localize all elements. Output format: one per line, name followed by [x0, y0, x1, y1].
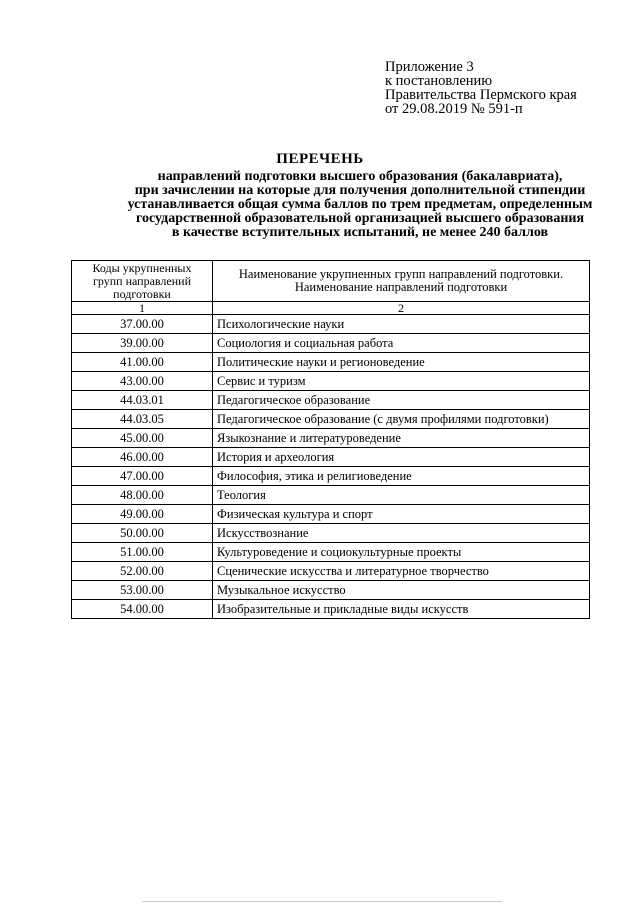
table-row	[72, 315, 590, 334]
table-row	[72, 334, 590, 353]
header-codes-line: подготовки	[113, 286, 171, 301]
direction-code: 44.03.05	[72, 410, 213, 429]
attachment-line: Правительства Пермского края	[385, 87, 577, 103]
table-row	[72, 353, 590, 372]
document-title: ПЕРЕЧЕНЬ	[276, 151, 364, 167]
subtitle-line: в качестве вступительных испытаний, не менее 240 баллов	[171, 225, 549, 240]
direction-code: 39.00.00	[72, 334, 213, 353]
direction-code: 43.00.00	[72, 372, 213, 391]
direction-name: Физическая культура и спорт	[213, 505, 590, 524]
direction-code: 41.00.00	[72, 353, 213, 372]
direction-code: 50.00.00	[72, 524, 213, 543]
direction-name: Социология и социальная работа	[213, 334, 590, 353]
direction-name: Педагогическое образование	[213, 391, 590, 410]
table-row	[72, 581, 590, 600]
table-row	[72, 505, 590, 524]
direction-code: 44.03.01	[72, 391, 213, 410]
column-number-2: 2	[213, 302, 590, 315]
direction-code: 37.00.00	[72, 315, 213, 334]
table-row	[72, 600, 590, 619]
header-names	[213, 261, 590, 302]
direction-code: 47.00.00	[72, 467, 213, 486]
subtitle-line: при зачислении на которые для получения дополнительной стипендии	[134, 183, 586, 198]
column-number-1: 1	[72, 302, 213, 315]
direction-name: Искусствознание	[213, 524, 590, 543]
header-names-line: Наименование направлений подготовки	[294, 280, 508, 294]
table-row	[72, 372, 590, 391]
table-row	[72, 562, 590, 581]
direction-code: 51.00.00	[72, 543, 213, 562]
direction-name: Политические науки и регионоведение	[213, 353, 590, 372]
table-row	[72, 391, 590, 410]
direction-name: История и археология	[213, 448, 590, 467]
direction-name: Изобразительные и прикладные виды искусств	[213, 600, 590, 619]
page-bottom-edge	[142, 901, 502, 902]
attachment-header	[385, 60, 577, 116]
direction-code: 49.00.00	[72, 505, 213, 524]
subtitle-line: направлений подготовки высшего образования (бакалавриата),	[157, 169, 563, 184]
header-codes	[72, 261, 213, 302]
table-header-row	[72, 261, 590, 302]
header-codes-line: групп направлений	[92, 273, 192, 288]
header-names-line: Наименование укрупненных групп направлений подготовки.	[238, 267, 564, 281]
direction-name: Языкознание и литературоведение	[213, 429, 590, 448]
table-row	[72, 467, 590, 486]
subtitle-line: устанавливается общая сумма баллов по трем предметам, определенным	[127, 197, 593, 212]
attachment-line: к постановлению	[385, 73, 493, 89]
direction-code: 52.00.00	[72, 562, 213, 581]
direction-name: Психологические науки	[213, 315, 590, 334]
table-row	[72, 410, 590, 429]
table-body	[72, 315, 590, 619]
attachment-line: Приложение 3	[385, 59, 474, 75]
subtitle-line: государственной образовательной организацией высшего образования	[135, 211, 585, 226]
table-row	[72, 448, 590, 467]
direction-code: 46.00.00	[72, 448, 213, 467]
direction-name: Теология	[213, 486, 590, 505]
direction-name: Сервис и туризм	[213, 372, 590, 391]
direction-name: Философия, этика и религиоведение	[213, 467, 590, 486]
direction-name: Культуроведение и социокультурные проекты	[213, 543, 590, 562]
direction-name: Сценические искусства и литературное творчество	[213, 562, 590, 581]
table-row	[72, 543, 590, 562]
direction-code: 48.00.00	[72, 486, 213, 505]
header-codes-line: Коды укрупненных	[92, 260, 192, 275]
table-number-row	[72, 302, 590, 315]
table-row	[72, 486, 590, 505]
table-row	[72, 429, 590, 448]
direction-name: Педагогическое образование (с двумя профилями подготовки)	[213, 410, 590, 429]
direction-code: 45.00.00	[72, 429, 213, 448]
document-subtitle	[60, 170, 640, 240]
direction-name: Музыкальное искусство	[213, 581, 590, 600]
direction-code: 54.00.00	[72, 600, 213, 619]
direction-code: 53.00.00	[72, 581, 213, 600]
table-row	[72, 524, 590, 543]
attachment-line: от 29.08.2019 № 591-п	[385, 101, 523, 117]
directions-table	[71, 260, 590, 619]
